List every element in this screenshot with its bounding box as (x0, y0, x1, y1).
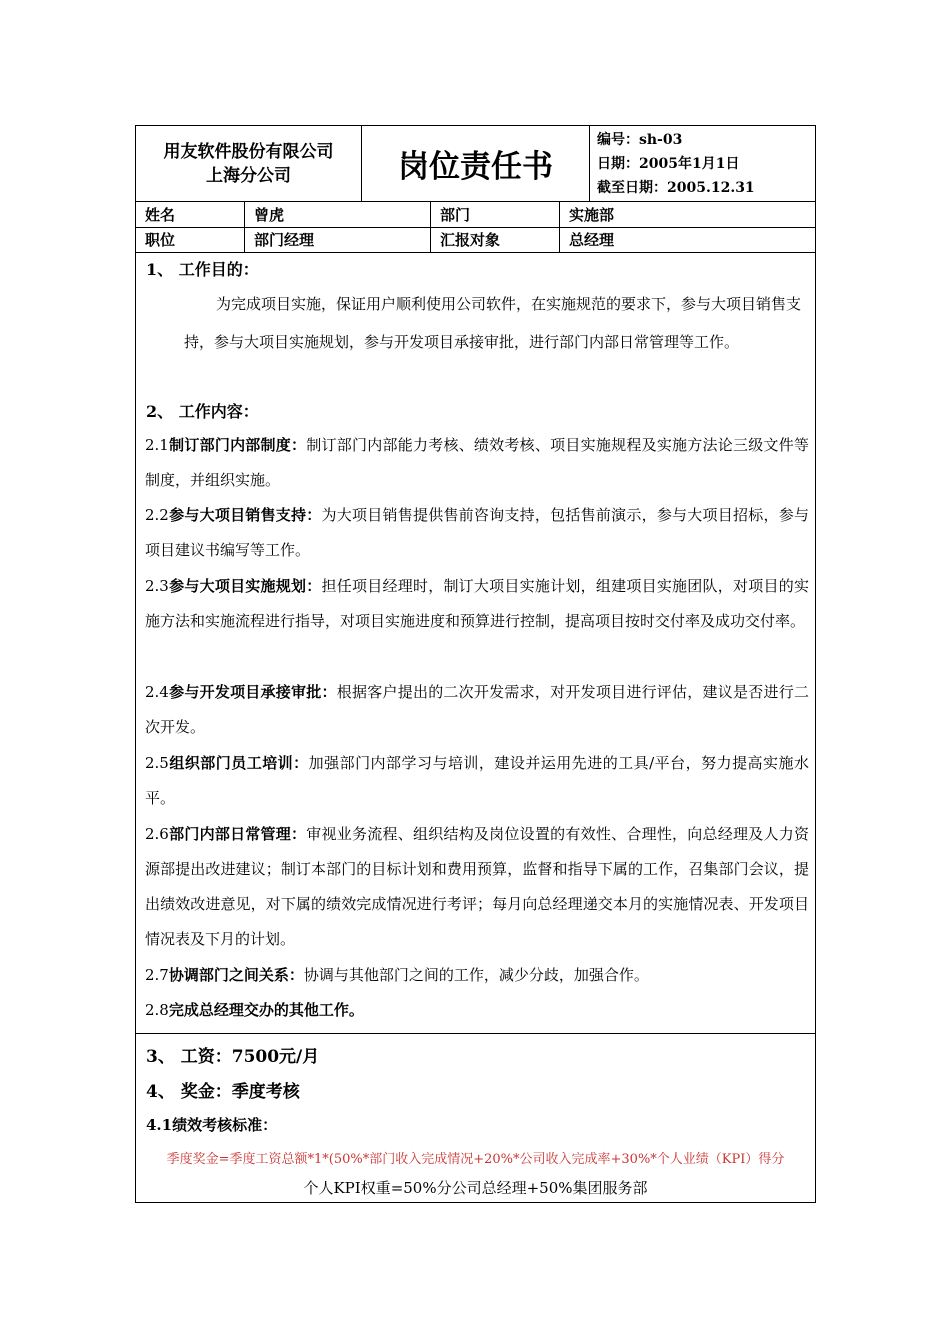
section1-heading: 1、 工作目的： (146, 260, 259, 279)
document-header (136, 126, 815, 202)
document-title: 岗位责任书 (362, 126, 590, 201)
item-title: 部门内部日常管理： (168, 825, 307, 843)
item-number: 2.1 (145, 436, 169, 454)
report-label: 汇报对象 (431, 227, 560, 252)
work-content-section (136, 253, 815, 1034)
name-value: 曾虎 (245, 202, 431, 227)
item-title: 完成总经理交办的其他工作。 (168, 1001, 364, 1019)
kpi-standard-heading: 4.1绩效考核标准： (146, 1116, 278, 1134)
item-title: 参与大项目销售支持： (168, 506, 322, 524)
work-item-2-2 (145, 498, 809, 568)
responsibility-document (135, 125, 816, 1203)
salary-bonus-section (136, 1034, 815, 1202)
company-name: 用友软件股份有限公司 (163, 141, 334, 162)
kpi-weight: 个人KPI权重=50%分公司总经理+50%集团服务部 (303, 1179, 648, 1197)
work-item-2-7 (145, 958, 809, 993)
item-text: 担任项目经理时，制订大项目实施计划，组建项目实施团队，对项目的实施方法和实施流程进行指导，对项目实施进度和预算进行控制，提高项目按时交付率及成功交付率。 (145, 577, 809, 630)
item-number: 2.7 (145, 966, 169, 984)
item-number: 2.5 (145, 754, 169, 772)
item-text: 为大项目销售提供售前咨询支持，包括售前演示，参与大项目招标，参与项目建议书编写等工作。 (145, 506, 809, 559)
dept-value: 实施部 (569, 206, 615, 224)
item-text: 协调与其他部门之间的工作，减少分歧，加强合作。 (303, 966, 649, 984)
item-title: 协调部门之间关系： (168, 966, 304, 984)
item-title: 制订部门内部制度： (168, 436, 307, 454)
work-item-2-4 (145, 675, 809, 745)
item-text: 加强部门内部学习与培训，建设并运用先进的工具/平台，努力提高实施水平。 (145, 754, 809, 807)
document-end-date: 截至日期：2005.12.31 (597, 180, 755, 196)
document-date: 日期：2005年1月1日 (597, 156, 740, 172)
item-text: 制订部门内部能力考核、绩效考核、项目实施规程及实施方法论三级文件等制度，并组织实施。 (145, 436, 809, 489)
position-value: 部门经理 (245, 227, 431, 252)
document-meta (590, 126, 815, 201)
item-title: 参与开发项目承接审批： (168, 683, 337, 701)
work-item-2-1 (145, 428, 809, 498)
item-title: 组织部门员工培训： (168, 754, 309, 772)
item-number: 2.8 (145, 1001, 169, 1019)
work-item-2-3 (145, 569, 809, 639)
position-label: 职位 (136, 227, 245, 252)
item-number: 2.2 (145, 506, 169, 524)
item-text: 根据客户提出的二次开发需求，对开发项目进行评估，建议是否进行二次开发。 (145, 683, 809, 736)
branch-name: 上海分公司 (206, 165, 291, 186)
item-number: 2.6 (145, 825, 169, 843)
work-item-2-5 (145, 746, 809, 816)
item-title: 参与大项目实施规划： (168, 577, 322, 595)
item-number: 2.3 (145, 577, 169, 595)
section1-text: 为完成项目实施，保证用户顺利使用公司软件，在实施规范的要求下，参与大项目销售支持，参与大项目实施规划，参与开发项目承接审批，进行部门内部日常管理等工作。 (184, 295, 802, 351)
section2-heading: 2、 工作内容： (146, 402, 259, 421)
company-cell (136, 126, 362, 201)
item-number: 2.4 (145, 683, 169, 701)
info-row-name (136, 202, 815, 228)
name-label: 姓名 (136, 202, 245, 227)
work-item-2-6 (145, 817, 809, 957)
item-text: 审视业务流程、组织结构及岗位设置的有效性、合理性，向总经理及人力资源部提出改进建议；制订本部门的目标计划和费用预算，监督和指导下属的工作，召集部门会议，提出绩效改进意见，对下属的绩效完成情况进行考评；每月向总经理递交本月的实施情况表、开发项目情况表及下月的计划。 (145, 825, 809, 948)
info-row-position (136, 227, 815, 253)
salary-heading: 3、 工资：7500元/月 (146, 1047, 320, 1067)
dept-label: 部门 (431, 202, 560, 227)
bonus-heading: 4、 奖金：季度考核 (146, 1082, 300, 1102)
document-code: 编号：sh-03 (597, 132, 683, 148)
work-item-2-8 (145, 993, 809, 1028)
report-value: 总经理 (569, 231, 615, 249)
bonus-formula: 季度奖金=季度工资总额*1*(50%*部门收入完成情况+20%*公司收入完成率+30%*个人业绩（KPI）得分 (166, 1152, 785, 1167)
